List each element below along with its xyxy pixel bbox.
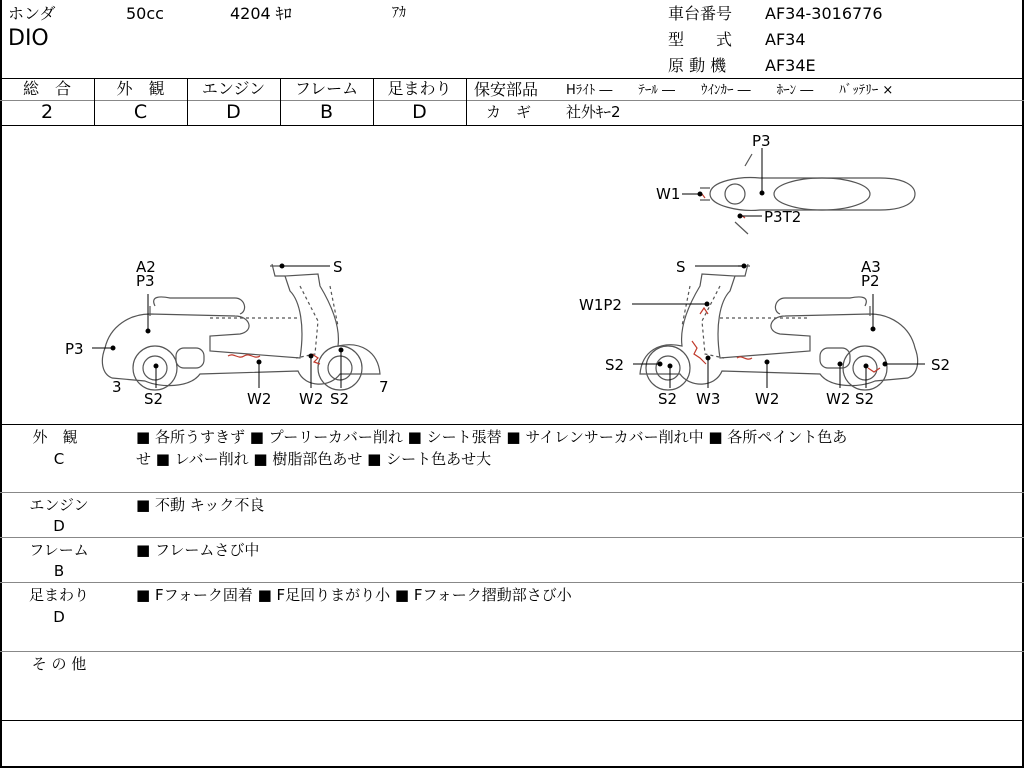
note-frame-line1: ■ フレームさび中 — [136, 541, 260, 559]
divider — [0, 720, 1024, 721]
key-label: カ ギ — [486, 103, 532, 121]
grade-frame-value: B — [319, 101, 334, 123]
diagram-label: W3 — [696, 390, 721, 408]
divider — [466, 100, 1024, 101]
displacement: 50cc — [126, 4, 164, 23]
note-suspension-grade: D — [53, 608, 65, 626]
diagram-label: W2 — [299, 390, 324, 408]
grade-suspension-label: 足まわり — [387, 79, 452, 98]
scooter-top-view — [700, 154, 915, 234]
note-frame-label: フレーム — [29, 541, 89, 559]
type-label: 型 式 — [668, 30, 733, 49]
divider — [0, 651, 1024, 652]
note-engine-line1: ■ 不動 キック不良 — [136, 496, 265, 514]
diagram-label: 7 — [379, 378, 389, 396]
grade-engine-label: エンジン — [201, 79, 266, 98]
damage-diagram — [0, 126, 1024, 426]
diagram-label: S — [333, 258, 343, 276]
divider — [466, 78, 467, 125]
grade-engine-value: D — [226, 101, 241, 123]
diagram-label: S2 — [931, 356, 951, 374]
grade-total-label: 総 合 — [22, 79, 71, 98]
grade-frame-label: フレーム — [294, 79, 359, 98]
note-engine-grade: D — [53, 517, 65, 535]
safety-label: 保安部品 — [474, 80, 539, 99]
diagram-label: P3 — [65, 340, 84, 358]
grade-total-value: 2 — [40, 101, 54, 123]
key-value: 社外ｷｰ2 — [566, 103, 621, 121]
diagram-label: S2 — [658, 390, 678, 408]
note-suspension-label: 足まわり — [28, 586, 89, 604]
model-name: DIO — [8, 26, 49, 51]
diagram-label: P3 — [136, 272, 155, 290]
note-exterior-line2: せ ■ レバー削れ ■ 樹脂部色あせ ■ シート色あせ大 — [136, 450, 492, 468]
diagram-label: W2 — [755, 390, 780, 408]
note-suspension-line1: ■ Fフォーク固着 ■ F足回りまがり小 ■ Fフォーク摺動部さび小 — [136, 586, 572, 604]
frame-no-label: 車台番号 — [668, 4, 733, 23]
diagram-label: A3 — [861, 258, 881, 276]
diagram-label: 3 — [112, 378, 122, 396]
note-frame-grade: B — [53, 562, 65, 580]
divider — [0, 492, 1024, 493]
mileage: 4204 ｷﾛ — [230, 4, 292, 23]
diagram-label: P3T2 — [764, 208, 802, 226]
diagram-label: W2 — [247, 390, 272, 408]
grade-exterior-label: 外 観 — [116, 79, 165, 98]
type-value: AF34 — [765, 30, 806, 49]
safety-items: Hﾗｲﾄ ― ﾃｰﾙ ― ｳｲﾝｶｰ ― ﾎｰﾝ ― ﾊﾞｯﾃﾘｰ × — [566, 83, 894, 98]
diagram-label: W1 — [656, 185, 681, 203]
note-exterior-label: 外 観 — [32, 428, 78, 446]
grade-exterior-value: C — [133, 101, 148, 123]
diagram-label: S — [676, 258, 686, 276]
diagram-label: P2 — [861, 272, 880, 290]
note-other-label: そ の 他 — [31, 655, 87, 673]
engine-value: AF34E — [765, 56, 816, 75]
note-engine-label: エンジン — [29, 496, 89, 514]
diagram-label: P3 — [752, 132, 771, 150]
frame-no: AF34-3016776 — [765, 4, 883, 23]
divider — [0, 537, 1024, 538]
grade-suspension-value: D — [412, 101, 427, 123]
diagram-label: W2 — [826, 390, 851, 408]
diagram-label: S2 — [605, 356, 625, 374]
color: ｱｶ — [392, 5, 406, 21]
divider — [0, 424, 1024, 425]
engine-label: 原 動 機 — [668, 56, 727, 75]
diagram-label: S2 — [855, 390, 875, 408]
diagram-label: S2 — [330, 390, 350, 408]
divider — [0, 582, 1024, 583]
diagram-label: A2 — [136, 258, 156, 276]
maker: ホンダ — [8, 4, 56, 23]
note-exterior-line1: ■ 各所うすきず ■ プーリーカバー削れ ■ シート張替 ■ サイレンサーカバー削れ中 ■ 各所ペイント色あ — [136, 428, 848, 446]
diagram-label: W1P2 — [579, 296, 622, 314]
diagram-label: S2 — [144, 390, 164, 408]
note-exterior-grade: C — [53, 450, 65, 468]
